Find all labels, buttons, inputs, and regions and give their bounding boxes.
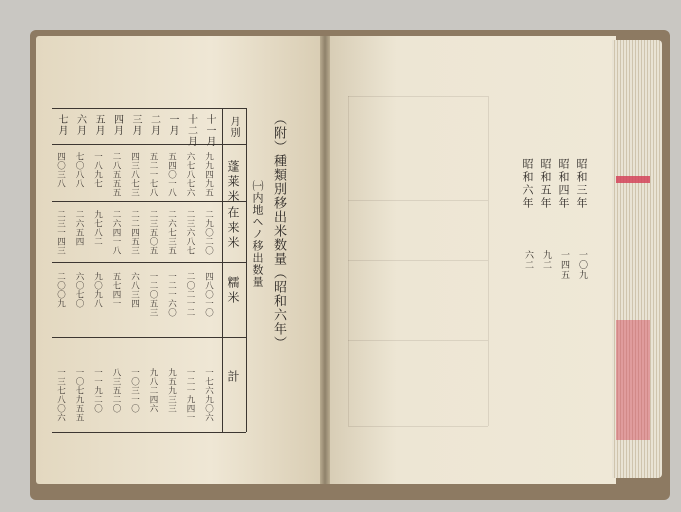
bleed-through-line (348, 260, 488, 261)
mochi-cell: 九〇九八 (92, 272, 103, 308)
bleed-through-line (348, 340, 488, 341)
year-value: 一〇九 (577, 250, 587, 280)
horai-cell: 一八九七 (92, 152, 103, 188)
total-cell: 一七六九〇六 (203, 368, 214, 422)
table-rule (246, 108, 247, 432)
bleed-through-line (348, 426, 488, 427)
mochi-cell: 六八三四 (129, 272, 140, 308)
month-cell: 五月 (93, 114, 104, 136)
total-cell: 一〇三一〇 (129, 368, 140, 413)
index-tab (616, 176, 650, 183)
zairai-cell: 二九〇二〇 (203, 210, 214, 255)
mochi-cell: 五七四一 (111, 272, 121, 308)
bleed-through-line (348, 200, 488, 201)
mochi-cell: 四八〇一〇 (203, 272, 214, 317)
zairai-cell: 二三六八七 (185, 210, 195, 255)
header-zairai: 在来米 (226, 206, 240, 251)
horai-cell: 四〇三八 (55, 152, 66, 188)
zairai-cell: 二三一四三 (55, 210, 66, 255)
total-cell: 八三五二〇 (111, 368, 121, 413)
month-cell: 二月 (148, 114, 160, 136)
year-label: 昭和六年 (521, 158, 534, 210)
mochi-cell: 六〇七〇 (74, 272, 84, 308)
horai-cell: 五二一七八 (148, 152, 158, 197)
table-rule (52, 201, 246, 202)
horai-cell: 五四〇一八 (166, 152, 177, 197)
horai-cell: 四三八七三 (129, 152, 140, 197)
zairai-cell: 二三五〇五 (148, 210, 158, 255)
zairai-cell: 九七八二 (92, 210, 103, 246)
month-cell: 三月 (130, 114, 141, 136)
table-title: （附）種類別移出米数量（昭和六年） (271, 112, 286, 350)
table-rule (52, 337, 246, 338)
table-subtitle: ㈠内地ヘノ移出数量 (251, 180, 264, 288)
table-rule (52, 108, 246, 109)
header-horai: 蓬莱米 (226, 160, 240, 205)
total-cell: 一〇七九五五 (74, 368, 84, 422)
table-rule (52, 432, 246, 433)
horai-cell: 九九四九五 (203, 152, 214, 197)
header-total: 計 (226, 370, 240, 385)
year-value: 九二 (541, 250, 551, 270)
total-cell: 九八二四六 (148, 368, 158, 413)
zairai-cell: 二二四五三 (129, 210, 140, 255)
mochi-cell: 一二〇五三 (148, 272, 158, 317)
total-cell: 一二一九四一 (185, 368, 195, 422)
horai-cell: 七〇八八 (74, 152, 84, 188)
total-cell: 九五九三三 (166, 368, 177, 413)
total-cell: 一一九二〇 (92, 368, 103, 413)
bleed-through-line (348, 96, 349, 426)
zairai-cell: 二六四一八 (111, 210, 121, 255)
month-cell: 四月 (111, 114, 123, 136)
zairai-cell: 二六五四 (74, 210, 84, 246)
mochi-cell: 二〇〇九 (55, 272, 66, 308)
bleed-through-line (348, 96, 488, 97)
month-cell: 六月 (74, 114, 86, 136)
index-tab (616, 320, 650, 440)
year-label: 昭和三年 (575, 158, 588, 210)
month-cell: 一月 (167, 114, 178, 136)
total-cell: 一三七八〇六 (55, 368, 66, 422)
zairai-cell: 二六七三五 (166, 210, 177, 255)
book-gutter (320, 36, 330, 484)
bleed-through-line (488, 96, 489, 426)
table-rule (52, 144, 246, 145)
header-mochi: 糯米 (226, 276, 240, 306)
month-cell: 十二月 (185, 114, 197, 147)
month-cell: 七月 (56, 114, 67, 136)
year-label: 昭和四年 (557, 158, 570, 210)
table-rule (52, 262, 246, 263)
mochi-cell: 二〇二一二 (185, 272, 195, 317)
year-value: 六二 (523, 250, 533, 270)
year-label: 昭和五年 (539, 158, 552, 210)
year-value: 一四五 (559, 250, 569, 280)
header-month: 月別 (228, 116, 239, 138)
table-rule (222, 108, 223, 432)
mochi-cell: 一二一六〇 (166, 272, 177, 317)
month-cell: 十一月 (204, 114, 215, 147)
horai-cell: 二八五五五 (111, 152, 121, 197)
horai-cell: 六七八七六 (185, 152, 195, 197)
